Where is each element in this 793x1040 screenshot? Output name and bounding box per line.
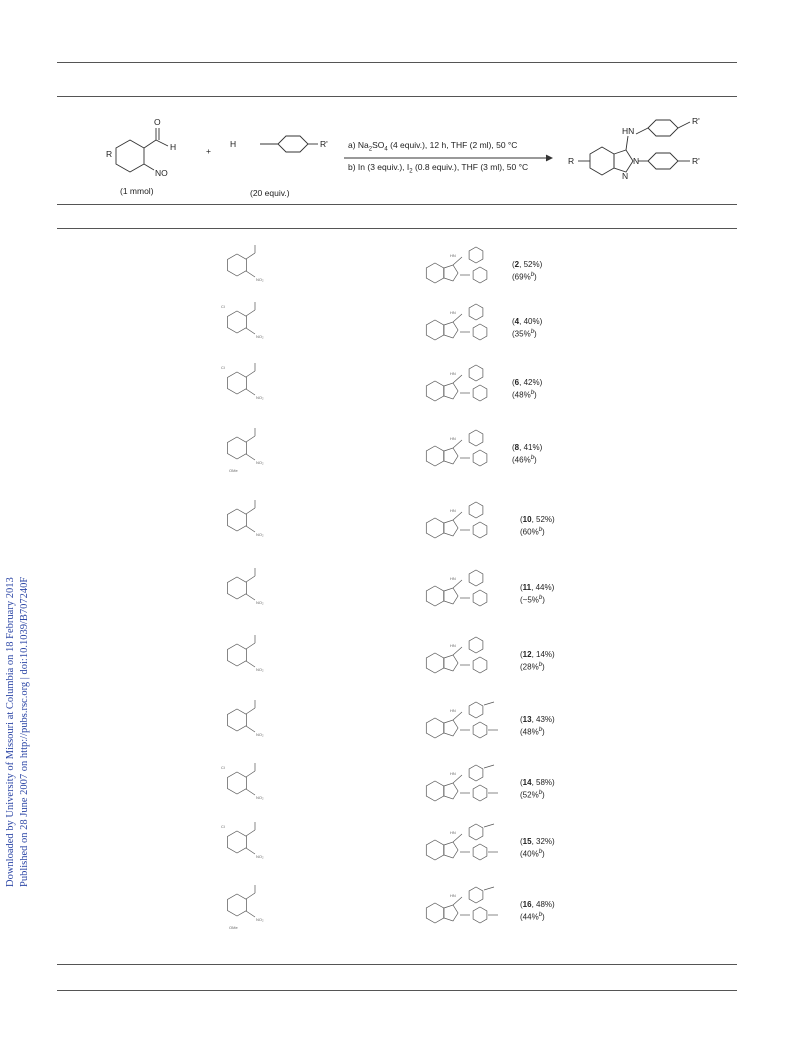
cond-a-3: (4 equiv.), 12 h, THF (2 ml), 50 °C — [387, 140, 518, 150]
yield-b: 28% — [522, 662, 539, 672]
compound-number: 10 — [522, 515, 532, 524]
product-structure — [418, 302, 518, 352]
yield-label — [520, 714, 555, 738]
substrate-structure — [215, 635, 305, 685]
nitro-label: NO₂ — [256, 917, 264, 922]
substrate-structure — [215, 568, 305, 618]
nitro-label: NO₂ — [256, 395, 264, 400]
download-notice — [2, 287, 32, 887]
yield-a: 58% — [536, 778, 553, 787]
yield-b: ~5% — [522, 595, 539, 605]
condition-a — [348, 140, 517, 153]
compound-number: 15 — [522, 837, 532, 846]
nitro-label: NO₂ — [256, 600, 264, 605]
nitro-label: NO₂ — [256, 795, 264, 800]
product-structure — [418, 700, 518, 750]
yield-line-a: (14, 58%) — [520, 778, 555, 787]
nitro-group: NO — [155, 168, 168, 178]
product-structure — [418, 763, 518, 813]
substrate-structure — [215, 245, 305, 295]
compound-number: 16 — [522, 900, 532, 909]
yield-b: 60% — [522, 527, 539, 537]
nitro-label: NO₂ — [256, 667, 264, 672]
cond-a-sub2: 4 — [384, 146, 388, 153]
cond-b-sub: 2 — [409, 168, 413, 175]
yield-a: 44% — [535, 583, 552, 592]
yield-line-a: (4, 40%) — [512, 317, 543, 326]
yield-a: 52% — [523, 260, 540, 269]
yield-line-a: (16, 48%) — [520, 900, 555, 909]
yield-b: 48% — [522, 727, 539, 737]
nitro-label: NO₂ — [256, 732, 264, 737]
aldehyde-h: H — [170, 142, 177, 152]
product-structure — [418, 363, 518, 413]
substrate-structure — [215, 428, 305, 478]
methoxy-label: OMe — [229, 925, 238, 930]
published-line[interactable]: Published on 28 June 2007 on http://pubs.rsc.org | doi:10.1039/B707240F — [19, 576, 30, 887]
nh-label: HN — [450, 371, 456, 376]
yield-label — [520, 514, 555, 538]
substituent-label: Cl — [221, 365, 225, 370]
yield-line-a: (10, 52%) — [520, 515, 555, 524]
nh-label: HN — [450, 508, 456, 513]
compound-number: 2 — [514, 260, 520, 269]
footer-rule — [57, 990, 737, 991]
yield-line-a: (12, 14%) — [520, 650, 555, 659]
plus-sign: + — [206, 146, 211, 156]
yield-a: 43% — [536, 715, 553, 724]
yield-label — [520, 649, 555, 673]
product-r: R — [568, 156, 575, 166]
yield-b: 44% — [522, 912, 539, 922]
nitro-label: NO₂ — [256, 854, 264, 859]
scheme-top-rule — [57, 96, 737, 97]
yield-a: 48% — [536, 900, 553, 909]
yield-line-b: (48%$^b$) — [512, 390, 537, 400]
reactant-r: R — [106, 149, 113, 159]
product-structure — [418, 885, 518, 935]
yield-label — [512, 377, 542, 401]
reaction-scheme-drawing — [100, 110, 740, 205]
compound-number: 13 — [522, 715, 532, 724]
cond-b-1: b) In (3 equiv.), I — [348, 162, 410, 172]
nh-label: HN — [450, 643, 456, 648]
condition-b — [348, 162, 528, 175]
nitro-label: NO₂ — [256, 460, 264, 465]
yield-line-a: (2, 52%) — [512, 260, 543, 269]
yield-label — [520, 777, 555, 801]
yield-b: 48% — [514, 390, 531, 400]
amine-h: H — [230, 139, 237, 149]
substrate-structure — [215, 763, 305, 813]
compound-number: 6 — [514, 378, 520, 387]
product-n2: N — [633, 156, 640, 166]
yield-line-a: (6, 42%) — [512, 378, 543, 387]
substituent-label: Cl — [221, 304, 225, 309]
yield-a: 41% — [523, 443, 540, 452]
yield-line-b: (~5%$^b$) — [520, 595, 545, 605]
yield-a: 42% — [523, 378, 540, 387]
compound-number: 11 — [522, 583, 532, 592]
product-rp: R' — [692, 156, 700, 166]
cond-b-2: (0.8 equiv.), THF (3 ml), 50 °C — [412, 162, 529, 172]
nh-label: HN — [450, 708, 456, 713]
yield-line-b: (48%$^b$) — [520, 727, 545, 737]
download-line: Downloaded by University of Missouri at Columbia on 18 February 2013 — [5, 577, 16, 887]
yield-label — [520, 836, 555, 860]
sm2-label: (20 equiv.) — [250, 188, 290, 198]
nitro-label: NO₂ — [256, 334, 264, 339]
yield-line-a: (8, 41%) — [512, 443, 543, 452]
yield-line-a: (13, 43%) — [520, 715, 555, 724]
yield-line-b: (46%$^b$) — [512, 455, 537, 465]
cond-a-2: SO — [372, 140, 385, 150]
compound-number: 14 — [522, 778, 532, 787]
nh-label: HN — [450, 576, 456, 581]
substrate-structure — [215, 363, 305, 413]
substituent-label: Cl — [221, 765, 225, 770]
yield-label — [512, 259, 542, 283]
nh-label: HN — [450, 771, 456, 776]
yield-line-b: (40%$^b$) — [520, 849, 545, 859]
yield-a: 14% — [536, 650, 553, 659]
cond-a-1: a) Na — [348, 140, 369, 150]
product-structure — [418, 428, 518, 478]
product-nh: HN — [622, 126, 635, 136]
yield-line-b: (52%$^b$) — [520, 790, 545, 800]
substrate-structure — [215, 700, 305, 750]
substrate-structure — [215, 500, 305, 550]
yield-line-a: (15, 32%) — [520, 837, 555, 846]
yield-label — [520, 582, 554, 606]
table-top-rule — [57, 62, 737, 63]
substrate-structure — [215, 302, 305, 352]
yield-line-a: (11, 44%) — [520, 583, 555, 592]
aldehyde-o: O — [154, 117, 161, 127]
sm1-label: (1 mmol) — [120, 186, 154, 196]
substrate-structure — [215, 885, 305, 935]
compound-number: 12 — [522, 650, 532, 659]
nitro-label: NO₂ — [256, 532, 264, 537]
nh-label: HN — [450, 893, 456, 898]
yield-line-b: (60%$^b$) — [520, 527, 545, 537]
product-structure — [418, 635, 518, 685]
product-structure — [418, 568, 518, 618]
yield-b: 40% — [522, 849, 539, 859]
yield-b: 35% — [514, 329, 531, 339]
yield-b: 69% — [514, 272, 531, 282]
yield-b: 52% — [522, 790, 539, 800]
nh-label: HN — [450, 830, 456, 835]
nitro-label: NO₂ — [256, 277, 264, 282]
substrate-structure — [215, 822, 305, 872]
yield-label — [520, 899, 555, 923]
yield-a: 52% — [536, 515, 553, 524]
yield-label — [512, 316, 542, 340]
nh-label: HN — [450, 436, 456, 441]
product-structure — [418, 245, 518, 295]
substituent-label: Cl — [221, 824, 225, 829]
yield-a: 40% — [523, 317, 540, 326]
yield-line-b: (44%$^b$) — [520, 912, 545, 922]
yield-line-b: (35%$^b$) — [512, 329, 537, 339]
compound-number: 4 — [514, 317, 520, 326]
nh-label: HN — [450, 310, 456, 315]
nh-label: HN — [450, 253, 456, 258]
compound-number: 8 — [514, 443, 520, 452]
product-n1: N — [622, 171, 629, 181]
header-bottom-rule — [57, 228, 737, 229]
product-rp-top: R' — [692, 116, 700, 126]
yield-line-b: (28%$^b$) — [520, 662, 545, 672]
reaction-scheme — [100, 110, 740, 205]
table-end-rule — [57, 964, 737, 965]
product-structure — [418, 822, 518, 872]
cond-a-sub: 2 — [368, 146, 373, 153]
product-structure — [418, 500, 518, 550]
yield-label — [512, 442, 542, 466]
aniline-rp: R' — [320, 139, 328, 149]
yield-line-b: (69%$^b$) — [512, 272, 537, 282]
methoxy-label: OMe — [229, 468, 238, 473]
yield-a: 32% — [536, 837, 553, 846]
yield-b: 46% — [514, 455, 531, 465]
